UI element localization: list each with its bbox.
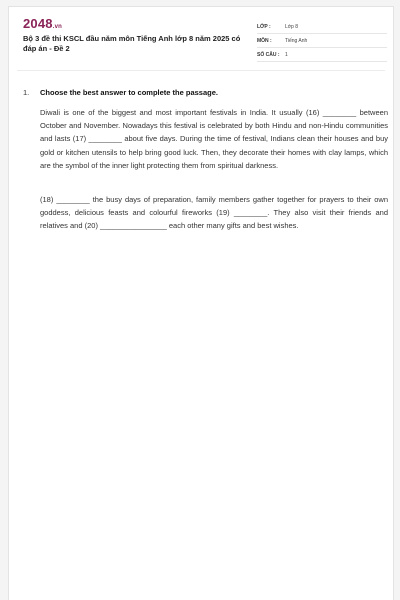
meta-value-subject: Tiếng Anh (285, 38, 308, 44)
meta-row-class (257, 21, 387, 34)
document-title: Bộ 3 đề thi KSCL đầu năm môn Tiếng Anh lớp 8 năm 2025 có đáp án - Đề 2 (23, 34, 241, 53)
meta-value-class: Lớp 8 (285, 24, 299, 30)
meta-label-question-count: SỐ CÂU : (257, 52, 280, 58)
meta-label-subject: MÔN : (257, 38, 272, 44)
logo-text: 2048 (23, 16, 53, 31)
meta-row-question-count (257, 49, 387, 62)
passage-paragraph-2: (18) ________ the busy days of preparation, family members gather together for prayers to their own goddess, delicious feasts and colourful fireworks (19) ________. They also visit their friends and relatives and (20) ________________ each other many gifts and best wishes. (40, 195, 388, 231)
question-instruction: Choose the best answer to complete the passage. (40, 88, 218, 97)
document-sheet (8, 6, 394, 600)
question-number: 1. (23, 88, 30, 97)
logo-suffix: .vn (52, 24, 63, 30)
site-logo[interactable] (23, 16, 62, 31)
meta-label-class: LỚP : (257, 24, 271, 30)
meta-value-question-count: 1 (285, 52, 288, 58)
passage-paragraph-1: Diwali is one of the biggest and most important festivals in India. It usually (16) ________ between October and November. Nowadays this festival is celebrated by both Hindu and non-Hindu communities and lasts (17) ________ about five days. During the time of festival, Indians clean their houses and buy gold or kitchen utensils to help bring good luck. Then, they decorate their homes with clay lamps, which are the symbol of the inner light protecting them from spiritual darkness. (40, 108, 388, 170)
meta-row-subject (257, 35, 387, 48)
header-divider (17, 70, 385, 71)
